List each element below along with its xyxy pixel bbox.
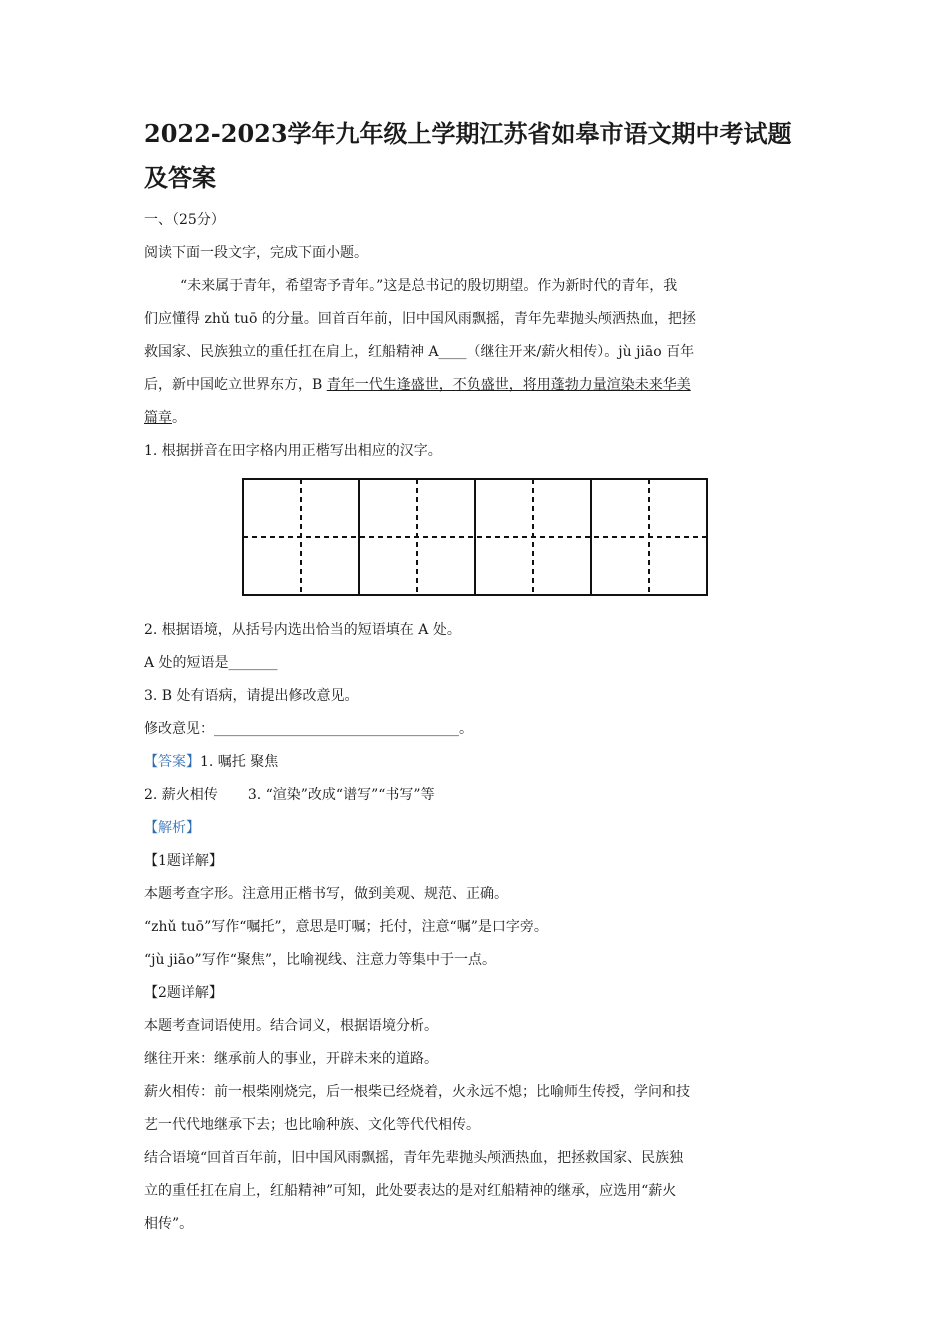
answer-line-2	[144, 779, 808, 812]
passage-line-5	[144, 402, 808, 435]
underlined-sentence-b: 青年一代生逢盛世，不负盛世，将用蓬勃力量渲染未来华美	[326, 377, 691, 393]
passage-line-2: 们应懂得 zhǔ tuō 的分量。回首百年前，旧中国风雨飘摇，青年先辈抛头颅洒热血，把拯	[144, 311, 696, 327]
answer-line-1	[144, 746, 808, 779]
passage-line-3: 救国家、民族独立的重任扛在肩上，红船精神 A____（继往开来/薪火相传）。jù jiāo 百年	[144, 344, 695, 360]
detail-2-line-1: 本题考查词语使用。结合词义，根据语境分析。	[144, 1018, 438, 1034]
answer-1: 1. 嘱托 聚焦	[200, 754, 279, 770]
detail-2-line-4: 艺一代代地继承下去；也比喻种族、文化等代代相传。	[144, 1117, 480, 1133]
title-line-2: 及答案	[144, 163, 216, 192]
detail-2-line-3: 薪火相传：前一根柴刚烧完，后一根柴已经烧着，火永远不熄；比喻师生传授，学问和技	[144, 1084, 690, 1100]
answer-tag: 【答案】	[144, 754, 200, 770]
detail-2-line-6: 立的重任扛在肩上，红船精神”可知，此处要表达的是对红船精神的继承，应选用“薪火	[144, 1183, 677, 1199]
detail-1-line-3: “jù jiāo”写作“聚焦”，比喻视线、注意力等集中于一点。	[144, 952, 497, 968]
underlined-sentence-b-end: 篇章	[144, 410, 172, 426]
detail-1-line-2: “zhǔ tuō”写作“嘱托”，意思是叮嘱；托付，注意“嘱”是口字旁。	[144, 919, 548, 935]
tianzige-grid[interactable]	[242, 478, 808, 596]
title-line-1: 2022-2023学年九年级上学期江苏省如皋市语文期中考试题	[144, 119, 792, 148]
detail-2-heading: 【2题详解】	[144, 985, 223, 1001]
passage-line-1: “未来属于青年，希望寄予青年。”这是总书记的殷切期望。作为新时代的青年，我	[180, 278, 678, 294]
question-1: 1. 根据拼音在田字格内用正楷写出相应的汉字。	[144, 443, 442, 459]
passage-line-4-text: 后，新中国屹立世界东方，B	[144, 377, 327, 393]
detail-1-heading: 【1题详解】	[144, 853, 223, 869]
question-2-blank[interactable]: A 处的短语是_______	[144, 655, 278, 671]
detail-2-line-5: 结合语境“回首百年前，旧中国风雨飘摇，青年先辈抛头颅洒热血，把拯救国家、民族独	[144, 1150, 684, 1166]
question-3: 3. B 处有语病，请提出修改意见。	[144, 688, 359, 704]
document-page	[144, 112, 808, 1241]
detail-1-line-1: 本题考查字形。注意用正楷书写，做到美观、规范、正确。	[144, 886, 508, 902]
question-2: 2. 根据语境，从括号内选出恰当的短语填在 A 处。	[144, 622, 461, 638]
detail-2-line-2: 继往开来：继承前人的事业，开辟未来的道路。	[144, 1051, 438, 1067]
section-heading: 一、（25分）	[144, 212, 225, 228]
reading-passage	[144, 270, 808, 435]
question-3-blank[interactable]: 修改意见：___________________________________。	[144, 721, 473, 737]
answer-2: 2. 薪火相传	[144, 787, 218, 803]
passage-line-4	[144, 369, 808, 402]
document-title	[144, 112, 808, 200]
passage-line-5-text: 。	[172, 410, 186, 426]
instruction: 阅读下面一段文字，完成下面小题。	[144, 245, 368, 261]
answer-3: 3. “渲染”改成“谱写”“书写”等	[247, 787, 435, 803]
analysis-tag: 【解析】	[144, 820, 200, 836]
detail-2-line-7: 相传”。	[144, 1216, 194, 1232]
